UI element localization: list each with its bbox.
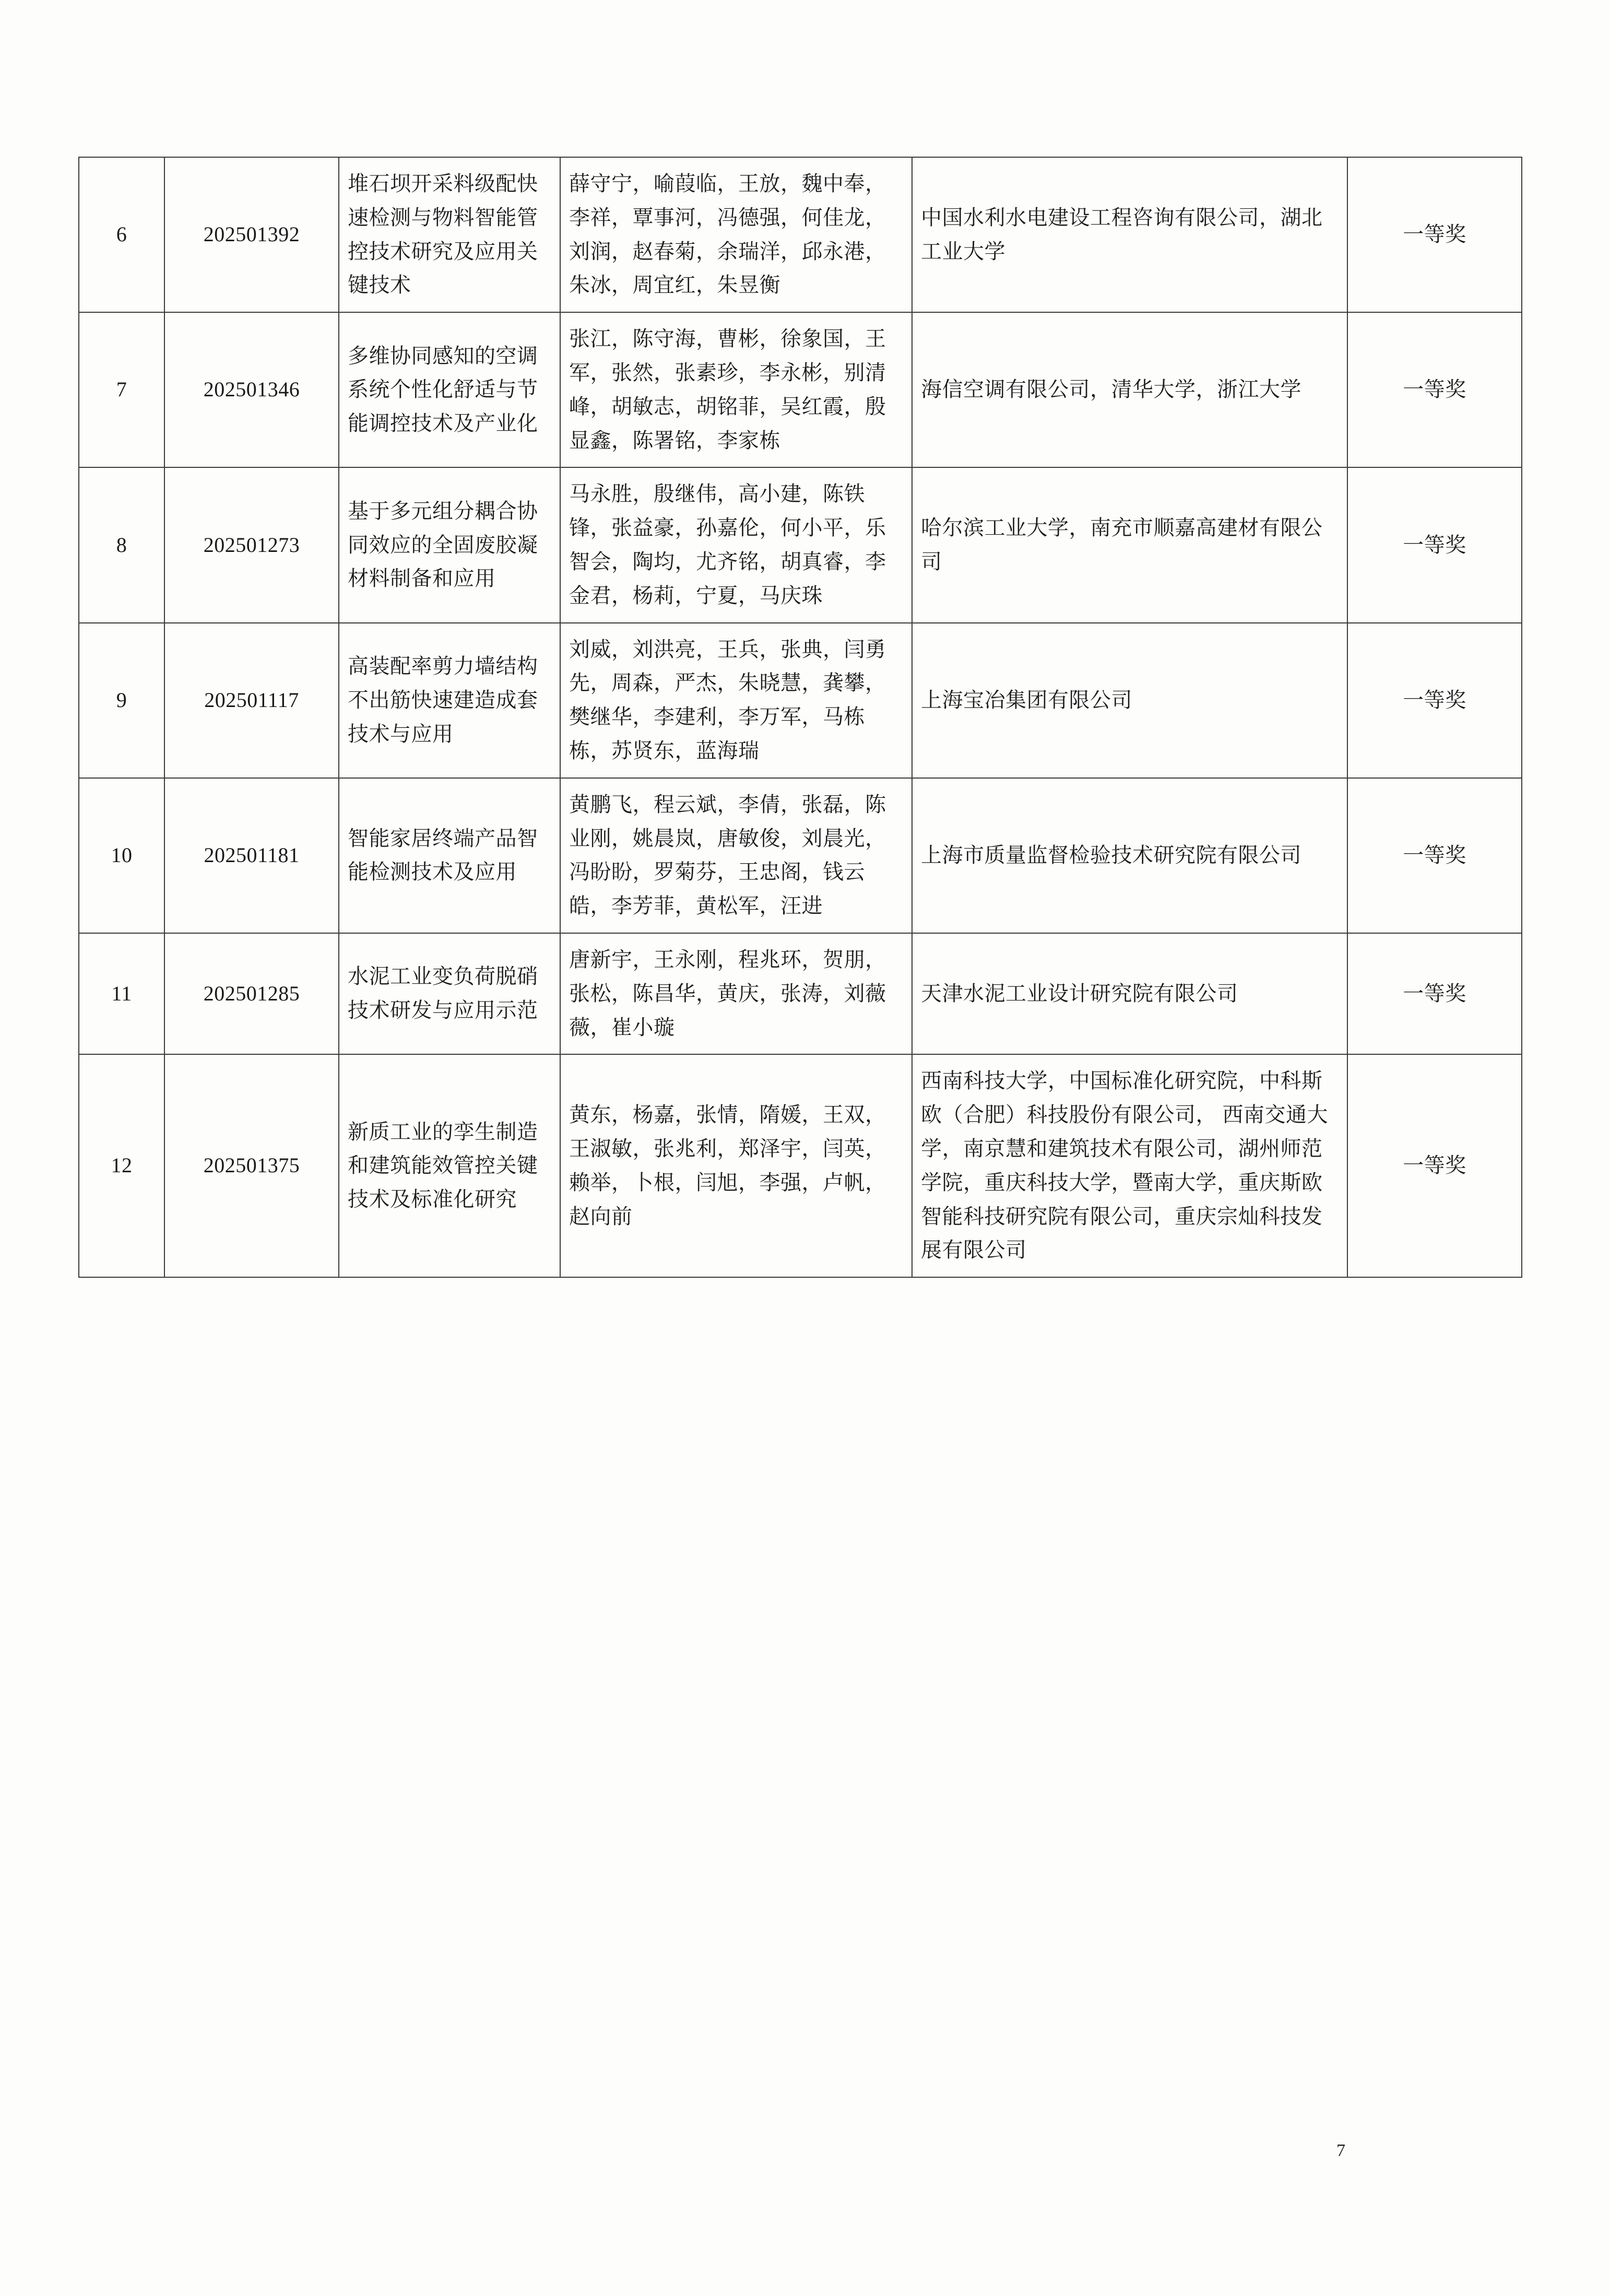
row-prize-cell	[1347, 778, 1522, 933]
row-project-cell	[339, 467, 560, 622]
row-index-text: 12	[111, 1153, 133, 1178]
row-code-text: 202501346	[203, 378, 300, 402]
row-project-cell	[339, 1054, 560, 1277]
row-people-cell	[560, 1054, 912, 1277]
row-code-text: 202501392	[203, 222, 300, 246]
row-org-text: 天津水泥工业设计研究院有限公司	[921, 981, 1238, 1005]
row-prize-text: 一等奖	[1403, 222, 1466, 246]
row-index-text: 9	[116, 688, 127, 712]
row-prize-text: 一等奖	[1403, 533, 1466, 557]
row-prize-text: 一等奖	[1403, 843, 1466, 867]
row-project-cell	[339, 933, 560, 1054]
row-prize-cell	[1347, 467, 1522, 622]
row-prize-text: 一等奖	[1403, 981, 1466, 1005]
row-org-cell	[912, 778, 1347, 933]
row-code-cell	[164, 933, 339, 1054]
row-prize-cell	[1347, 933, 1522, 1054]
table-row	[79, 778, 1522, 933]
row-index-cell	[79, 933, 164, 1054]
row-prize-cell	[1347, 623, 1522, 778]
row-org-cell	[912, 1054, 1347, 1277]
row-prize-cell	[1347, 1054, 1522, 1277]
row-project-text: 基于多元组分耦合协同效应的全固废胶凝材料制备和应用	[348, 499, 538, 591]
row-people-text: 唐新宇，王永刚，程兆环，贺朋，张松，陈昌华，黄庆，张涛，刘薇薇，崔小璇	[569, 947, 886, 1039]
row-code-cell	[164, 623, 339, 778]
row-org-text: 西南科技大学，中国标准化研究院，中科斯欧（合肥）科技股份有限公司， 西南交通大学，南京慧和建筑技术有限公司，湖州师范学院，重庆科技大学，暨南大学，重庆斯欧智能科技研究院有限公司，重庆宗灿科技发展有限公司	[921, 1069, 1328, 1262]
row-code-text: 202501117	[204, 688, 299, 712]
row-org-text: 上海市质量监督检验技术研究院有限公司	[921, 843, 1301, 867]
table-row	[79, 312, 1522, 467]
row-people-cell	[560, 312, 912, 467]
row-project-text: 多维协同感知的空调系统个性化舒适与节能调控技术及产业化	[348, 344, 538, 435]
row-code-cell	[164, 778, 339, 933]
row-code-cell	[164, 1054, 339, 1277]
row-people-cell	[560, 467, 912, 622]
row-people-cell	[560, 623, 912, 778]
page-number: 7	[1336, 2141, 1345, 2160]
row-code-cell	[164, 312, 339, 467]
row-index-text: 8	[116, 533, 127, 557]
row-code-text: 202501375	[203, 1153, 300, 1178]
row-index-text: 10	[111, 843, 133, 867]
row-project-text: 堆石坝开采料级配快速检测与物料智能管控技术研究及应用关键技术	[348, 172, 538, 297]
row-people-text: 刘威，刘洪亮，王兵，张典，闫勇先，周森，严杰，朱晓慧，龚攀，樊继华，李建利，李万军，马栋栋，苏贤东，蓝海瑞	[569, 637, 886, 762]
row-code-text: 202501181	[204, 843, 300, 867]
row-code-cell	[164, 157, 339, 312]
row-org-cell	[912, 933, 1347, 1054]
award-table-body	[79, 157, 1522, 1277]
table-row	[79, 933, 1522, 1054]
row-project-text: 新质工业的孪生制造和建筑能效管控关键技术及标准化研究	[348, 1120, 538, 1211]
row-project-text: 高装配率剪力墙结构不出筋快速建造成套技术与应用	[348, 654, 538, 746]
table-row	[79, 467, 1522, 622]
table-row	[79, 623, 1522, 778]
row-people-cell	[560, 778, 912, 933]
row-prize-text: 一等奖	[1403, 378, 1466, 402]
row-prize-cell	[1347, 157, 1522, 312]
row-org-cell	[912, 157, 1347, 312]
row-people-text: 薛守宁，喻葭临，王放，魏中奉，李祥，覃事河，冯德强，何佳龙，刘润，赵春菊，余瑞洋，邱永港，朱冰，周宜红，朱昱衡	[569, 172, 886, 297]
row-org-text: 上海宝冶集团有限公司	[921, 688, 1132, 712]
row-index-cell	[79, 1054, 164, 1277]
table-row	[79, 1054, 1522, 1277]
row-org-text: 海信空调有限公司，清华大学，浙江大学	[921, 378, 1301, 402]
row-index-cell	[79, 467, 164, 622]
row-people-text: 马永胜，殷继伟，高小建，陈铁锋，张益豪，孙嘉伦，何小平，乐智会，陶均，尤齐铭，胡真睿，李金君，杨莉，宁夏，马庆珠	[569, 482, 886, 607]
row-org-cell	[912, 312, 1347, 467]
row-code-text: 202501273	[203, 533, 300, 557]
award-table	[78, 157, 1522, 1278]
row-index-text: 11	[111, 981, 132, 1005]
row-prize-text: 一等奖	[1403, 1153, 1466, 1178]
row-project-cell	[339, 157, 560, 312]
row-index-cell	[79, 312, 164, 467]
row-index-cell	[79, 623, 164, 778]
row-prize-text: 一等奖	[1403, 688, 1466, 712]
row-index-cell	[79, 778, 164, 933]
row-org-cell	[912, 467, 1347, 622]
row-people-cell	[560, 157, 912, 312]
row-people-text: 黄鹏飞，程云斌，李倩，张磊，陈业刚，姚晨岚，唐敏俊，刘晨光，冯盼盼，罗菊芬，王忠阁，钱云皓，李芳菲，黄松军，汪进	[569, 792, 886, 918]
row-code-cell	[164, 467, 339, 622]
row-org-text: 中国水利水电建设工程咨询有限公司，湖北工业大学	[921, 205, 1323, 263]
row-index-text: 6	[116, 222, 127, 246]
row-people-text: 张江，陈守海，曹彬，徐象国，王军，张然，张素珍，李永彬，别清峰，胡敏志，胡铭菲，吴红霞，殷显鑫，陈署铭，李家栋	[569, 327, 886, 452]
row-project-cell	[339, 623, 560, 778]
row-project-text: 水泥工业变负荷脱硝技术研发与应用示范	[348, 964, 538, 1022]
row-people-text: 黄东，杨嘉，张情，隋媛，王双，王淑敏，张兆利，郑泽宇，闫英，赖举，卜根，闫旭，李强，卢帆，赵向前	[569, 1103, 886, 1228]
row-org-text: 哈尔滨工业大学，南充市顺嘉高建材有限公司	[921, 516, 1323, 573]
row-index-cell	[79, 157, 164, 312]
row-prize-cell	[1347, 312, 1522, 467]
row-org-cell	[912, 623, 1347, 778]
row-index-text: 7	[116, 378, 127, 402]
row-project-cell	[339, 312, 560, 467]
row-project-cell	[339, 778, 560, 933]
award-table-container	[78, 157, 1535, 1278]
row-people-cell	[560, 933, 912, 1054]
row-project-text: 智能家居终端产品智能检测技术及应用	[348, 826, 538, 884]
row-code-text: 202501285	[203, 981, 300, 1005]
table-row	[79, 157, 1522, 312]
